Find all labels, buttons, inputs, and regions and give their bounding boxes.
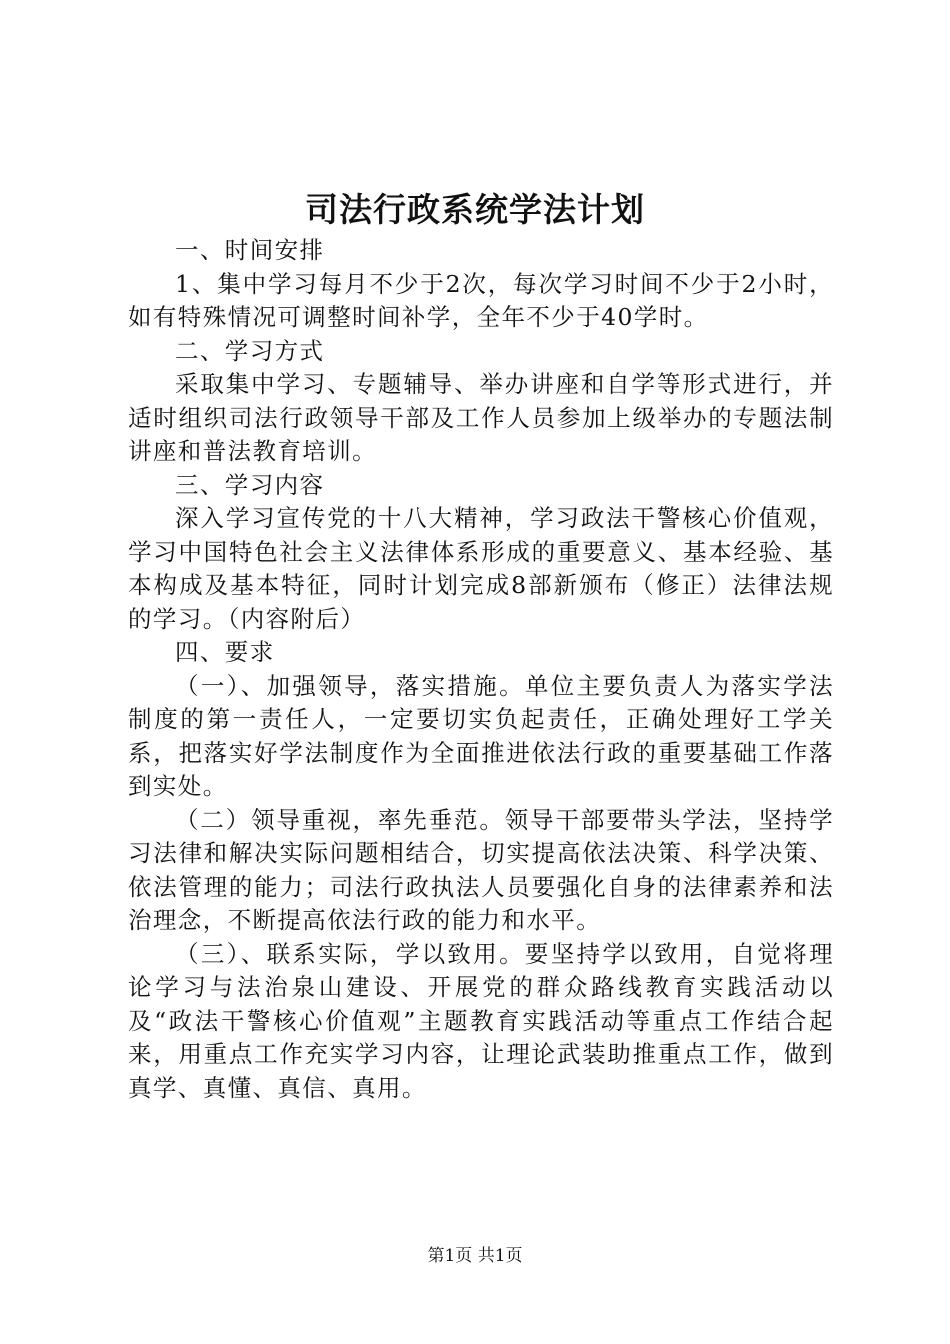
document-title: 司法行政系统学法计划	[305, 190, 645, 229]
paragraph-method: 采取集中学习、专题辅导、举办讲座和自学等形式进行，并适时组织司法行政领导干部及工作人员参加上级举办的专题法制讲座和普法教育培训。	[128, 370, 834, 465]
paragraph-requirement-1: （一）、加强领导，落实措施。单位主要负责人为落实学法制度的第一责任人，一定要切实负起责任，正确处理好工学关系，把落实好学法制度作为全面推进依法行政的重要基础工作落到实处。	[128, 671, 834, 800]
paragraph-requirement-3: （三）、联系实际，学以致用。要坚持学以致用，自觉将理论学习与法治泉山建设、开展党的群众路线教育实践活动以及“政法干警核心价值观”主题教育实践活动等重点工作结合起来，用重点工作充实学习内容，让理论武装助推重点工作，做到真学、真懂、真信、真用。	[128, 939, 834, 1102]
section-heading-schedule: 一、时间安排	[175, 236, 325, 264]
section-heading-method: 二、学习方式	[175, 336, 325, 365]
paragraph-content: 深入学习宣传党的十八大精神，学习政法干警核心价值观，学习中国特色社会主义法律体系形成的重要意义、基本经验、基本构成及基本特征，同时计划完成8部新颁布（修正）法律法规的学习。（内容附后）	[128, 504, 834, 633]
page-footer: 第1页 共1页	[427, 1246, 523, 1266]
paragraph-schedule: 1、集中学习每月不少于2次，每次学习时间不少于2小时，如有特殊情况可调整时间补学，全年不少于40学时。	[128, 269, 834, 331]
section-heading-content: 三、学习内容	[175, 470, 325, 499]
document-body	[128, 234, 834, 1105]
section-heading-requirements: 四、要求	[175, 638, 275, 666]
paragraph-requirement-2: （二）领导重视，率先垂范。领导干部要带头学法，坚持学习法律和解决实际问题相结合，切实提高依法决策、科学决策、依法管理的能力；司法行政执法人员要强化自身的法律素养和法治理念，不断提高依法行政的能力和水平。	[128, 805, 834, 934]
